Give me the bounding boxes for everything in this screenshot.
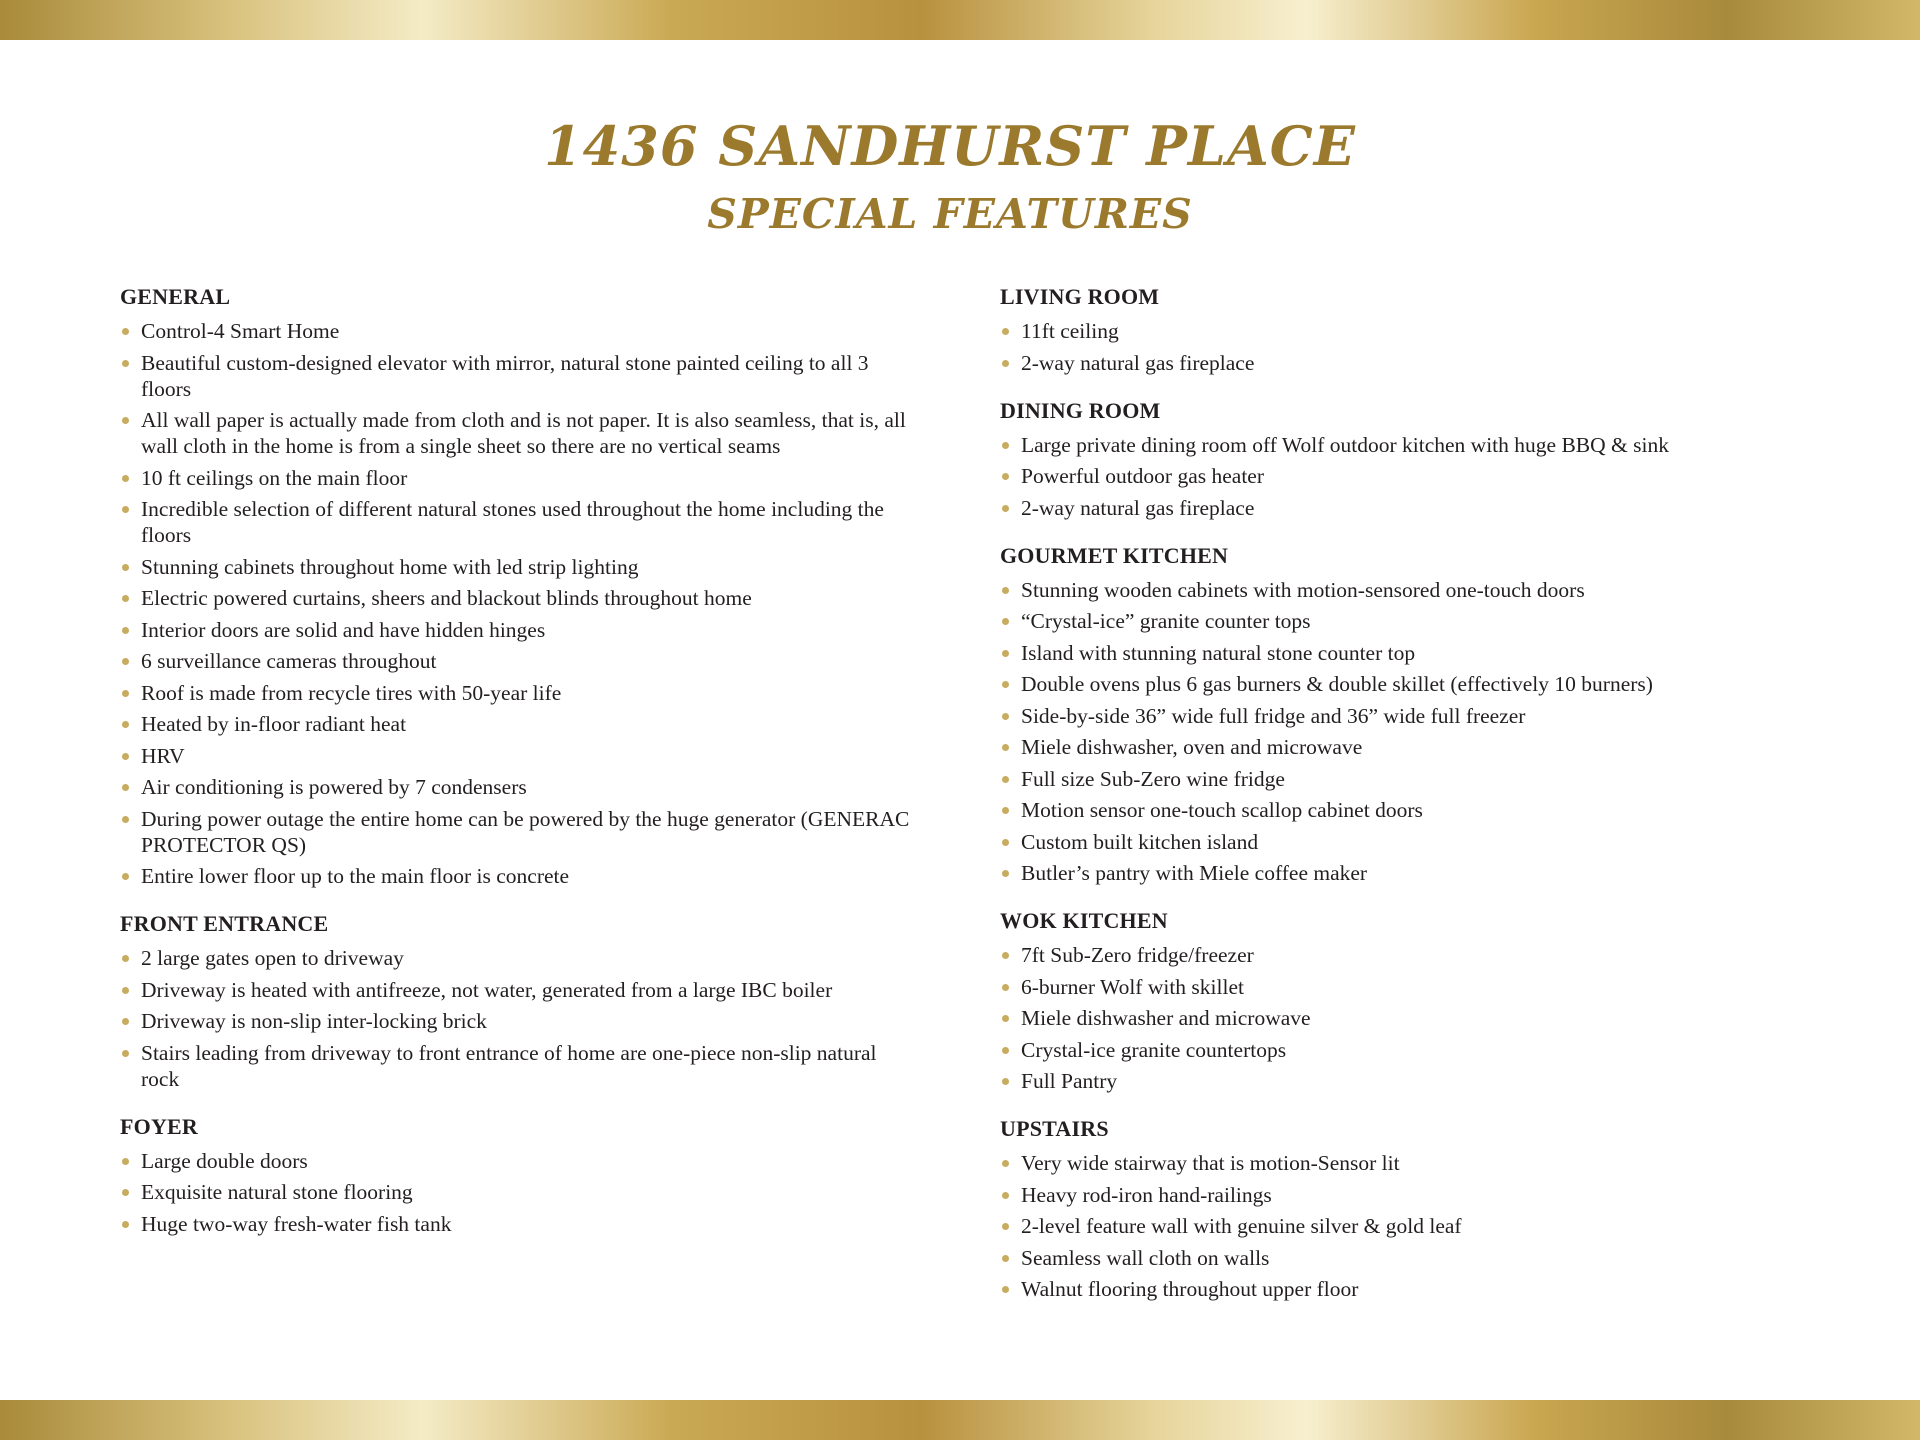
feature-item (1000, 640, 1790, 666)
feature-item (1000, 703, 1790, 729)
feature-text: Very wide stairway that is motion-Sensor lit (1021, 1151, 1400, 1175)
feature-item (1000, 766, 1790, 792)
bullet-dot-icon (122, 1189, 129, 1196)
bullet-dot-icon (122, 1158, 129, 1165)
feature-item (120, 977, 920, 1003)
page-title: 1436 SANDHURST PLACE (544, 114, 1356, 178)
feature-list (1000, 432, 1790, 521)
feature-text: Island with stunning natural stone counter top (1021, 640, 1416, 665)
feature-item (1000, 1182, 1790, 1208)
bullet-dot-icon (1002, 807, 1009, 814)
feature-list (120, 945, 920, 1092)
bullet-dot-icon (1002, 776, 1009, 783)
bullet-dot-icon (122, 1018, 129, 1025)
feature-item (120, 1148, 920, 1174)
feature-item (1000, 1150, 1790, 1176)
bullet-dot-icon (1002, 587, 1009, 594)
feature-text: HRV (141, 743, 185, 768)
feature-text: Full Pantry (1021, 1069, 1118, 1093)
feature-text: Electric powered curtains, sheers and blackout blinds throughout home (141, 586, 752, 610)
feature-text: Driveway is non-slip inter-locking brick (141, 1009, 487, 1033)
section-gourmet-kitchen (1000, 543, 1790, 887)
bottom-gold-band (0, 1400, 1920, 1440)
bullet-dot-icon (122, 873, 129, 880)
bullet-dot-icon (1002, 618, 1009, 625)
section-wok-kitchen (1000, 908, 1790, 1094)
feature-text: Huge two-way fresh-water fish tank (141, 1211, 452, 1236)
bullet-dot-icon (122, 564, 129, 571)
section-dining-room (1000, 398, 1790, 521)
feature-item (1000, 1005, 1790, 1031)
feature-item (120, 496, 920, 548)
section-heading: UPSTAIRS (1000, 1116, 1109, 1141)
feature-list (1000, 1150, 1790, 1302)
feature-item (120, 407, 920, 459)
feature-text: Custom built kitchen island (1021, 829, 1259, 854)
feature-text: All wall paper is actually made from cloth and is not paper. It is also seamless, that is, all wall cloth in the home is from a single sheet so there are no vertical seams (141, 408, 906, 458)
feature-text: “Crystal-ice” granite counter tops (1021, 609, 1311, 633)
feature-item (1000, 1213, 1790, 1239)
section-heading: WOK KITCHEN (1000, 908, 1168, 933)
bullet-dot-icon (1002, 328, 1009, 335)
bullet-dot-icon (1002, 984, 1009, 991)
feature-item (120, 1040, 920, 1092)
bullet-dot-icon (1002, 1015, 1009, 1022)
section-heading: FRONT ENTRANCE (120, 911, 329, 936)
feature-item (1000, 1037, 1790, 1063)
feature-list (120, 1148, 920, 1237)
feature-text: 2-way natural gas fireplace (1021, 350, 1255, 375)
bullet-dot-icon (122, 955, 129, 962)
section-foyer (120, 1114, 920, 1237)
feature-item (120, 585, 920, 611)
bullet-dot-icon (1002, 1078, 1009, 1085)
top-gold-band (0, 0, 1920, 40)
section-living-room (1000, 284, 1790, 376)
feature-item (120, 554, 920, 580)
feature-item (120, 648, 920, 674)
feature-text: Powerful outdoor gas heater (1021, 464, 1264, 488)
bullet-dot-icon (1002, 1192, 1009, 1199)
feature-item (1000, 829, 1790, 855)
bullet-dot-icon (1002, 442, 1009, 449)
section-heading: FOYER (120, 1113, 198, 1139)
bullet-dot-icon (122, 816, 129, 823)
feature-text: 2-way natural gas fireplace (1021, 495, 1255, 520)
bullet-dot-icon (122, 627, 129, 634)
feature-text: Large private dining room off Wolf outdoor kitchen with huge BBQ & sink (1021, 432, 1669, 457)
feature-list (1000, 318, 1790, 376)
feature-item (120, 617, 920, 643)
feature-list (1000, 577, 1790, 887)
feature-text: Walnut flooring throughout upper floor (1021, 1277, 1359, 1301)
feature-item (1000, 1276, 1790, 1302)
feature-text: Butler’s pantry with Miele coffee maker (1021, 861, 1368, 885)
section-heading: GOURMET KITCHEN (1000, 542, 1229, 568)
left-column (120, 284, 920, 1259)
bullet-dot-icon (122, 360, 129, 367)
feature-item (120, 711, 920, 737)
feature-item (1000, 797, 1790, 823)
feature-item (1000, 432, 1790, 458)
feature-item (1000, 495, 1790, 521)
bullet-dot-icon (1002, 952, 1009, 959)
feature-text: Motion sensor one-touch scallop cabinet doors (1021, 798, 1423, 822)
feature-list (120, 318, 920, 889)
bullet-dot-icon (1002, 360, 1009, 367)
bullet-dot-icon (122, 784, 129, 791)
feature-text: Driveway is heated with antifreeze, not water, generated from a large IBC boiler (141, 977, 833, 1002)
feature-text: Stairs leading from driveway to front entrance of home are one-piece non-slip natural rock (141, 1040, 877, 1091)
feature-text: Seamless wall cloth on walls (1021, 1245, 1270, 1270)
feature-text: 6 surveillance cameras throughout (141, 649, 437, 673)
bullet-dot-icon (1002, 505, 1009, 512)
section-heading: DINING ROOM (1000, 397, 1161, 423)
feature-item (1000, 860, 1790, 886)
feature-item (120, 774, 920, 800)
feature-item (120, 743, 920, 769)
feature-text: Double ovens plus 6 gas burners & double skillet (effectively 10 burners) (1021, 672, 1653, 696)
feature-text: Miele dishwasher and microwave (1021, 1006, 1311, 1030)
feature-text: Air conditioning is powered by 7 condensers (141, 775, 527, 799)
bullet-dot-icon (122, 475, 129, 482)
feature-text: 2 large gates open to driveway (141, 946, 404, 970)
feature-item (1000, 463, 1790, 489)
section-upstairs (1000, 1116, 1790, 1302)
feature-text: During power outage the entire home can be powered by the huge generator (GENERAC PROTECTOR QS) (141, 806, 910, 857)
feature-text: Side-by-side 36” wide full fridge and 36” wide full freezer (1021, 703, 1526, 728)
bullet-dot-icon (1002, 744, 1009, 751)
feature-text: Entire lower floor up to the main floor is concrete (141, 864, 570, 888)
feature-text: Incredible selection of different natural stones used throughout the home including the floors (141, 497, 884, 547)
bullet-dot-icon (122, 721, 129, 728)
feature-list (1000, 942, 1790, 1094)
feature-item (1000, 318, 1790, 344)
feature-item (120, 1008, 920, 1034)
bullet-dot-icon (122, 987, 129, 994)
feature-item (1000, 350, 1790, 376)
feature-text: 10 ft ceilings on the main floor (141, 465, 408, 490)
bullet-dot-icon (1002, 1286, 1009, 1293)
feature-item (120, 945, 920, 971)
bullet-dot-icon (1002, 1223, 1009, 1230)
feature-text: 7ft Sub-Zero fridge/freezer (1021, 943, 1254, 967)
page-subtitle: SPECIAL FEATURES (707, 190, 1193, 238)
feature-item (120, 1211, 920, 1237)
feature-item (1000, 1068, 1790, 1094)
feature-text: Crystal-ice granite countertops (1021, 1037, 1287, 1062)
bullet-dot-icon (1002, 870, 1009, 877)
feature-text: Stunning wooden cabinets with motion-sensored one-touch doors (1021, 577, 1585, 602)
feature-item (120, 863, 920, 889)
feature-item (120, 806, 920, 858)
feature-item (1000, 942, 1790, 968)
feature-text: Heated by in-floor radiant heat (141, 712, 407, 736)
feature-item (120, 318, 920, 344)
bullet-dot-icon (122, 506, 129, 513)
bullet-dot-icon (122, 595, 129, 602)
bullet-dot-icon (1002, 650, 1009, 657)
feature-text: Full size Sub-Zero wine fridge (1021, 766, 1285, 791)
feature-text: 2-level feature wall with genuine silver & gold leaf (1021, 1214, 1462, 1238)
feature-item (1000, 1245, 1790, 1271)
feature-text: 6-burner Wolf with skillet (1021, 974, 1244, 999)
bullet-dot-icon (1002, 681, 1009, 688)
bullet-dot-icon (1002, 1047, 1009, 1054)
feature-item (1000, 577, 1790, 603)
feature-item (1000, 671, 1790, 697)
feature-text: Control-4 Smart Home (141, 319, 340, 343)
bullet-dot-icon (122, 1050, 129, 1057)
section-heading: GENERAL (120, 284, 231, 309)
bullet-dot-icon (1002, 1160, 1009, 1167)
section-general (120, 284, 920, 889)
feature-item (120, 350, 920, 402)
bullet-dot-icon (1002, 1255, 1009, 1262)
feature-item (1000, 974, 1790, 1000)
feature-text: Beautiful custom-designed elevator with mirror, natural stone painted ceiling to all 3 floors (141, 350, 869, 401)
bullet-dot-icon (1002, 473, 1009, 480)
section-front-entrance (120, 911, 920, 1092)
bullet-dot-icon (122, 753, 129, 760)
feature-item (1000, 608, 1790, 634)
feature-item (120, 465, 920, 491)
feature-item (120, 680, 920, 706)
feature-item (1000, 734, 1790, 760)
bullet-dot-icon (122, 417, 129, 424)
right-column (1000, 284, 1790, 1324)
bullet-dot-icon (1002, 713, 1009, 720)
feature-text: Miele dishwasher, oven and microwave (1021, 735, 1363, 759)
feature-text: Exquisite natural stone flooring (141, 1180, 413, 1204)
bullet-dot-icon (1002, 839, 1009, 846)
feature-text: 11ft ceiling (1021, 319, 1119, 343)
bullet-dot-icon (122, 658, 129, 665)
bullet-dot-icon (122, 690, 129, 697)
feature-text: Interior doors are solid and have hidden hinges (141, 617, 546, 642)
bullet-dot-icon (122, 1221, 129, 1228)
feature-text: Roof is made from recycle tires with 50-year life (141, 680, 562, 705)
feature-text: Stunning cabinets throughout home with led strip lighting (141, 554, 639, 579)
section-heading: LIVING ROOM (1000, 284, 1160, 309)
feature-text: Heavy rod-iron hand-railings (1021, 1182, 1272, 1207)
bullet-dot-icon (122, 328, 129, 335)
feature-item (120, 1179, 920, 1205)
feature-text: Large double doors (141, 1148, 308, 1173)
